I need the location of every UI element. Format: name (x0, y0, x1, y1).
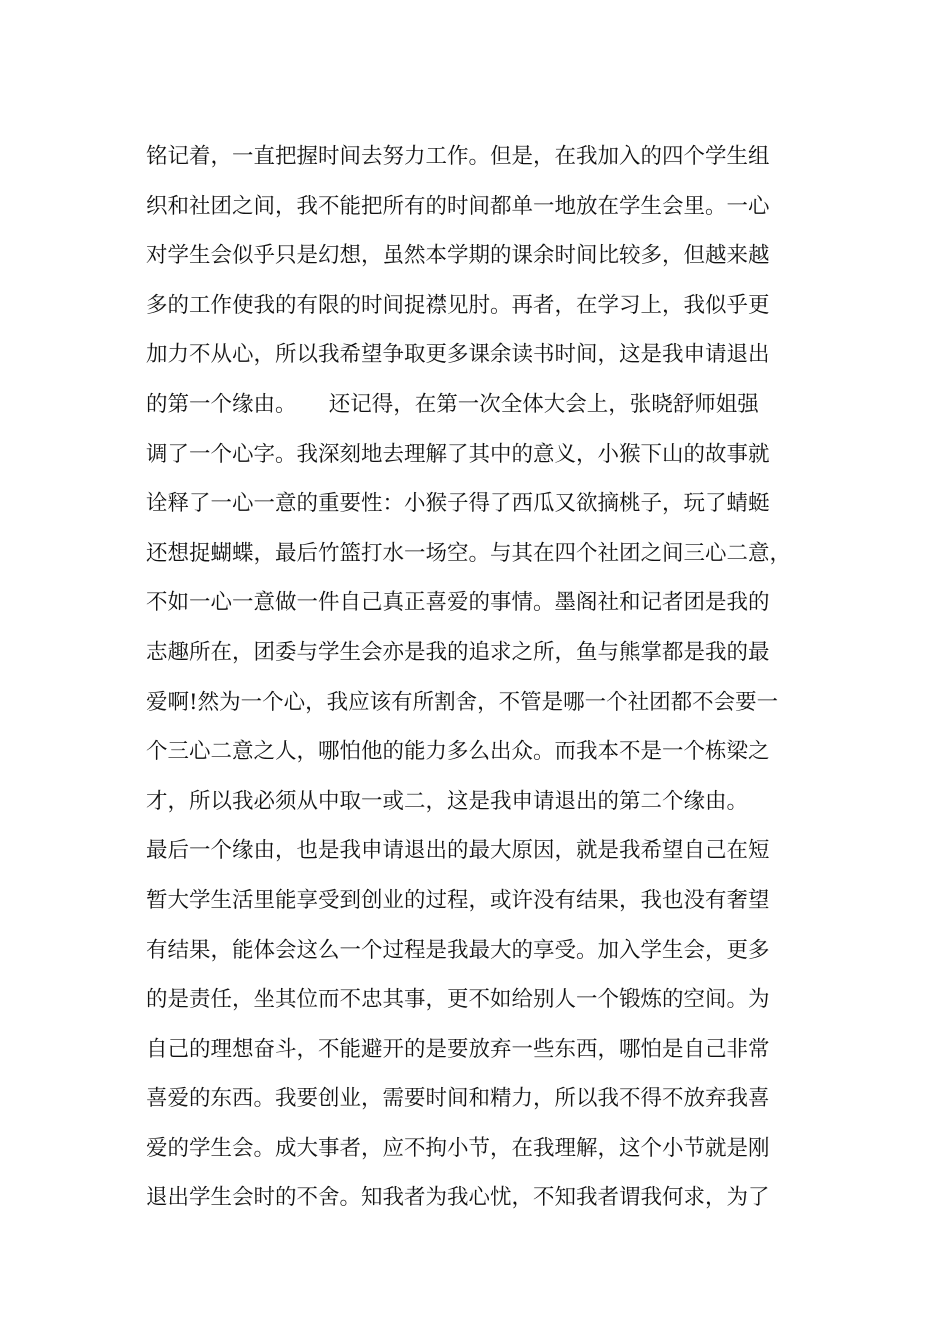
text-line: 诠释了一心一意的重要性：小猴子得了西瓜又欲摘桃子，玩了蜻蜓 (146, 491, 770, 517)
text-line: 多的工作使我的有限的时间捉襟见肘。再者，在学习上，我似乎更 (146, 292, 770, 318)
text-line: 最后一个缘由，也是我申请退出的最大原因，就是我希望自己在短 (146, 838, 770, 864)
text-line: 志趣所在，团委与学生会亦是我的追求之所，鱼与熊掌都是我的最 (146, 639, 770, 665)
text-line: 还想捉蝴蝶，最后竹篮打水一场空。与其在四个社团之间三心二意， (146, 540, 792, 566)
text-line: 退出学生会时的不舍。知我者为我心忧，不知我者谓我何求，为了 (146, 1185, 770, 1211)
text-line: 的是责任，坐其位而不忠其事，更不如给别人一个锻炼的空间。为 (146, 987, 770, 1013)
text-line: 爱的学生会。成大事者，应不拘小节，在我理解，这个小节就是刚 (146, 1135, 770, 1161)
text-line: 对学生会似乎只是幻想，虽然本学期的课余时间比较多，但越来越 (146, 243, 770, 269)
text-line: 才，所以我必须从中取一或二，这是我申请退出的第二个缘由。 (146, 788, 749, 814)
text-line: 不如一心一意做一件自己真正喜爱的事情。墨阁社和记者团是我的 (146, 590, 770, 616)
text-line: 加力不从心，所以我希望争取更多课余读书时间，这是我申请退出 (146, 342, 770, 368)
text-line: 铭记着，一直把握时间去努力工作。但是，在我加入的四个学生组 (146, 144, 770, 169)
text-line: 喜爱的东西。我要创业，需要时间和精力，所以我不得不放弃我喜 (146, 1086, 770, 1112)
text-line: 织和社团之间，我不能把所有的时间都单一地放在学生会里。一心 (146, 193, 770, 219)
text-line: 爱啊!然为一个心，我应该有所割舍，不管是哪一个社团都不会要一 (146, 689, 779, 715)
text-line: 的第一个缘由。 还记得，在第一次全体大会上，张晓舒师姐强 (146, 391, 759, 417)
text-line: 自己的理想奋斗，不能避开的是要放弃一些东西，哪怕是自己非常 (146, 1036, 770, 1062)
text-line: 有结果，能体会这么一个过程是我最大的享受。加入学生会，更多 (146, 937, 770, 963)
text-line: 调了一个心字。我深刻地去理解了其中的意义，小猴下山的故事就 (146, 441, 770, 467)
body-text (146, 132, 846, 1223)
text-line: 个三心二意之人，哪怕他的能力多么出众。而我本不是一个栋梁之 (146, 739, 770, 765)
text-line: 暂大学生活里能享受到创业的过程，或许没有结果，我也没有奢望 (146, 887, 770, 913)
